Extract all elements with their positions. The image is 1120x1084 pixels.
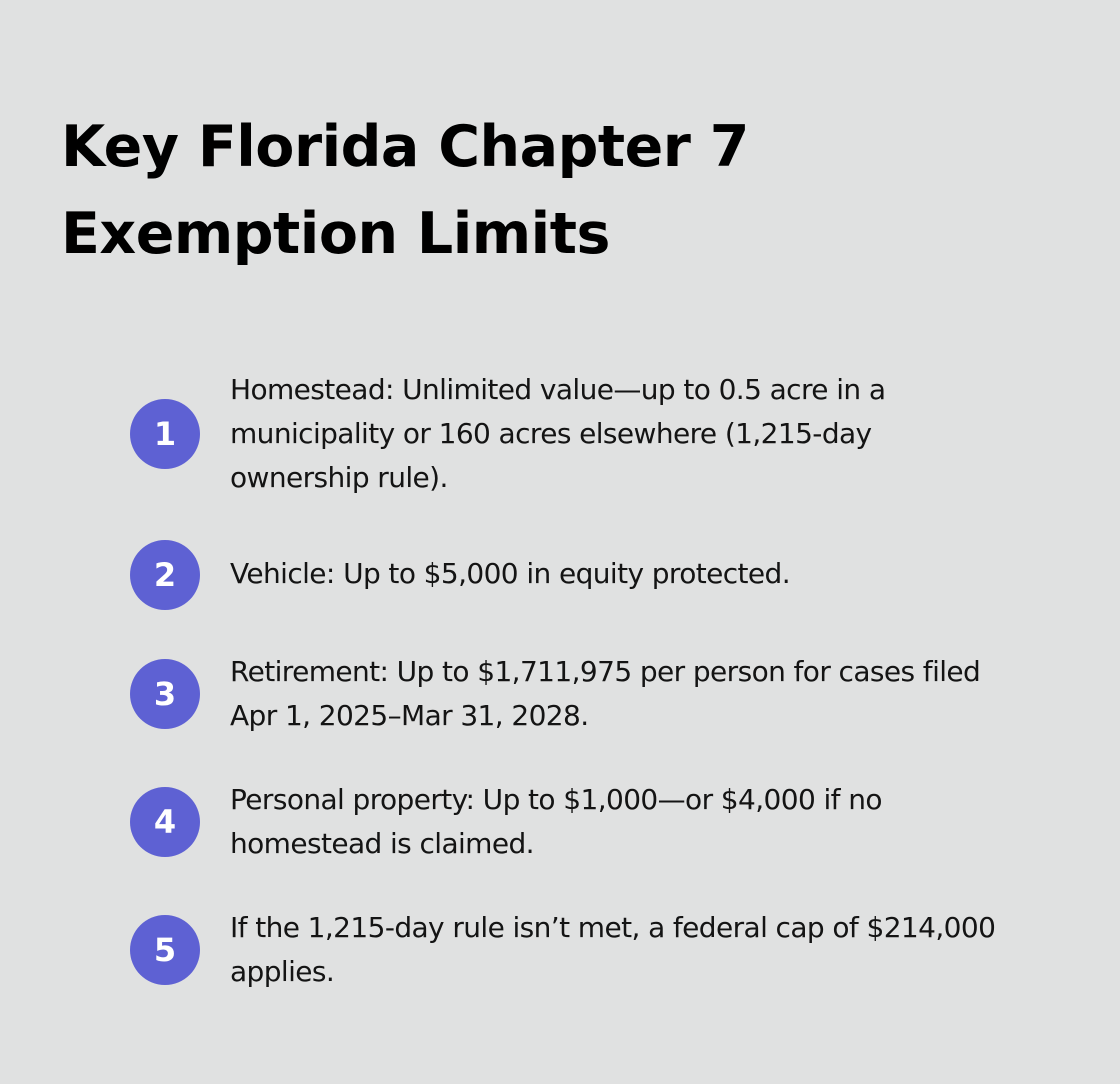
step-number-badge: 1 [130,399,200,469]
step-number-badge: 3 [130,659,200,729]
list-item [130,906,1010,994]
list-item-text: If the 1,215-day rule isn’t met, a federal cap of $214,000 applies. [230,911,996,988]
list-item [130,650,1010,738]
step-number-badge: 2 [130,540,200,610]
step-number-badge: 5 [130,915,200,985]
list-item-text: Personal property: Up to $1,000—or $4,000 if no homestead is claimed. [230,783,882,860]
list-item [130,368,1010,500]
page-title: Key Florida Chapter 7 Exemption Limits [61,114,749,267]
list-item-text: Vehicle: Up to $5,000 in equity protected. [230,557,790,590]
list-item-text: Retirement: Up to $1,711,975 per person for cases filed Apr 1, 2025–Mar 31, 2028. [230,655,981,732]
list-item [130,552,1010,622]
step-number-badge: 4 [130,787,200,857]
list-item-text: Homestead: Unlimited value—up to 0.5 acre in a municipality or 160 acres elsewhere (1,215-day ownership rule). [230,373,886,494]
list-item [130,778,1010,866]
